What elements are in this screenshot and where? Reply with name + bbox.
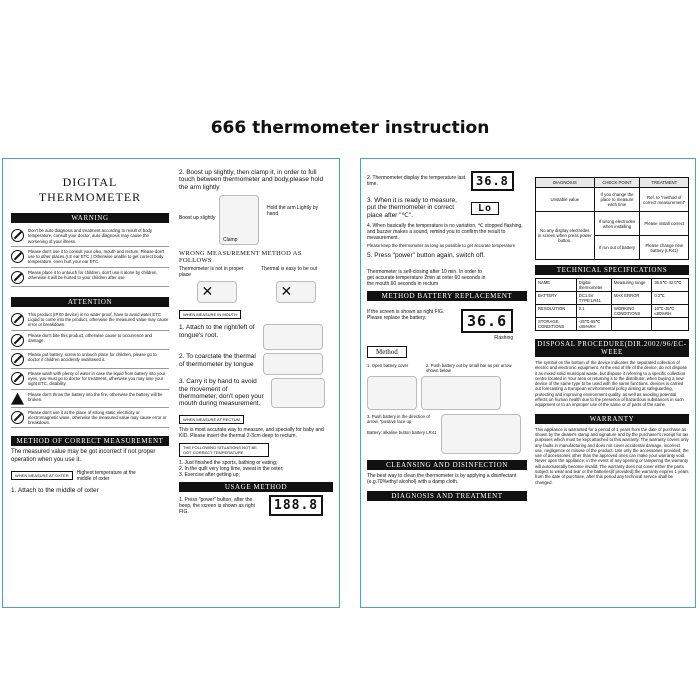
method-bar: METHOD OF CORRECT MEASUREMENT bbox=[11, 436, 169, 446]
warranty-bar: WARRANTY bbox=[535, 414, 689, 424]
fire-warning-icon bbox=[11, 393, 24, 405]
table-header-row bbox=[536, 178, 689, 188]
warning-bar: WARNING bbox=[11, 213, 169, 223]
usage-step: 1. Press "power" button, after the beep, the screen is shown as right FIG. bbox=[179, 496, 255, 515]
disposal-text: The symbol on the bottom of the device indicates the separated collection of electric and electronic equipment. At the end of life of the device, do not dispose it as mixed solid municipal waste, but dispose it referring to a specific collection centre located in Your area or returning it to the distributor, when buying a new device of the same type to be used with the same functions. devices is carried out forecasting a European environmental policy aiming at safeguarding, protecting and improving environment quality, as well as avoiding potential effects on human health due to the presence of hazardous substances in such equipment or to an improper use of the same or of parts of the same. bbox=[535, 360, 687, 408]
battery-bar: METHOD BATTERY REPLACEMENT bbox=[367, 291, 527, 301]
right-manual-page bbox=[360, 158, 696, 608]
attention-item: This product (IPX0 device) is no water proof, have to avoid water ETC Liquid to come into the product, otherwise the measured value may cause error or breakdown. bbox=[11, 310, 169, 331]
attention-bar: ATTENTION bbox=[11, 297, 169, 307]
battery-method-step: 2. Push battery out by small bar as per arrow shown below bbox=[426, 362, 512, 374]
spec-label: RESOLUTION bbox=[536, 305, 577, 318]
spec-label: WORKING CONDITIONS bbox=[612, 305, 652, 318]
right-column-2 bbox=[535, 165, 689, 485]
step-4: 4. When basically the temperature is no variation, ℃ stopped flashing, and buzzer makes a sound, remind you to confirm the result to measurement. bbox=[367, 223, 523, 242]
keep-note: Please keep the thermometer as long as possible to get accurate temperature bbox=[367, 243, 516, 249]
mouth-step: 3. Carry it by hand to avoid the movement of thermometer, don't open your mouth during measurement. bbox=[179, 378, 264, 408]
left-manual-page bbox=[2, 158, 340, 608]
boost-label: Boost up slightly bbox=[179, 215, 216, 222]
flashing-label: Flashing bbox=[494, 334, 514, 341]
prohibited-icon bbox=[11, 372, 24, 385]
diagnosis-table bbox=[535, 177, 689, 260]
spec-table bbox=[535, 278, 689, 331]
table-cell: Unstable value bbox=[536, 188, 595, 212]
right-column-1 bbox=[367, 165, 527, 504]
oxter-step-2: 2. Boost up slightly, then clamp it, in order to full touch between thermometer and body,please hold the arm lightly bbox=[179, 169, 324, 191]
wrong-left-label: Thermometer is not in proper place bbox=[179, 266, 244, 279]
situation-item: 3. Exercise after getting up; bbox=[179, 472, 240, 479]
mouth-sketch bbox=[271, 378, 325, 408]
table-cell: If wrong electrodes when installing bbox=[594, 212, 640, 236]
battery-method-step: Battery: alkaline button battery LR41 bbox=[367, 430, 437, 436]
spec-value: DC1.5V TYPE:LR41 bbox=[576, 292, 611, 305]
battery-method-step: 1. Open battery cover bbox=[367, 362, 409, 368]
battery-push-sketch bbox=[421, 376, 501, 410]
usage-bar: USAGE METHOD bbox=[179, 482, 333, 492]
table-cell: If you change the place to measure each time bbox=[594, 188, 640, 212]
usage-display: 188.8 bbox=[269, 495, 323, 516]
manual-heading: DIGITAL THERMOMETER bbox=[38, 175, 142, 204]
prohibited-icon bbox=[11, 229, 24, 242]
oxter-note: Highest temperature at the middle of oxter bbox=[76, 469, 136, 482]
spec-value: -25℃-55℃ ≤85%RH bbox=[576, 318, 611, 331]
attention-item: Please don't bite this product, otherwise cause to occurrence and damage. bbox=[11, 331, 169, 350]
spec-value: 0.2℃ bbox=[652, 292, 689, 305]
battery-display: 36.6 bbox=[461, 309, 513, 333]
spec-value: Digital thermometer bbox=[576, 279, 611, 292]
table-header: CHECK POINT bbox=[594, 178, 640, 188]
battery-method-step: 3. Push battery in the direction of arrow, "positive face up bbox=[367, 413, 430, 424]
mouth-sketch bbox=[263, 324, 323, 350]
clamp-label: Clamp bbox=[223, 237, 238, 244]
table-row bbox=[536, 279, 689, 292]
prohibited-icon bbox=[11, 313, 24, 326]
cleansing-bar: CLEANSING AND DISINFECTION bbox=[367, 460, 527, 470]
table-row bbox=[536, 318, 689, 331]
page-title: 666 thermometer instruction bbox=[210, 118, 490, 138]
table-cell: No any display electrodes in screen when press power button. bbox=[536, 212, 595, 260]
cleansing-text: The best way to clean the thermometer is by applying a disinfectant (e.g.70%ethyl alcohol) with a damp cloth. bbox=[367, 472, 517, 485]
rectum-text: This is most accurate way to measure, and specially for baby and KID. Please insert the thermal 2-3cm deep to rectum. bbox=[179, 427, 324, 440]
mouth-tag: WHEN MEASURE IN MOUTH bbox=[179, 310, 241, 319]
hold-label: Hold the arm Lightly by hand bbox=[267, 205, 319, 218]
method-intro: The measured value may be got incorrect if not proper operation when you use it. bbox=[11, 449, 156, 463]
table-cell: If run out of battery bbox=[594, 236, 640, 260]
attention-item: Please don't use it at the place of strong static electricity or electromagnetic wave, otherwise the measured value may cause error or breakdown. bbox=[11, 408, 169, 429]
situation-item: 2. In the quilt very long time, sweat in the oxter; bbox=[179, 466, 284, 473]
diagnosis-bar: DIAGNOSIS AND TREATMENT bbox=[367, 491, 527, 501]
mouth-step: 1. Attach to the right/left of tongue's root. bbox=[179, 324, 255, 339]
wrong-right-label: Thermal is easy to be out bbox=[261, 266, 318, 273]
situation-item: 1. Just finished the sports, bathing or eating; bbox=[179, 460, 278, 467]
table-row bbox=[536, 292, 689, 305]
prohibited-icon bbox=[11, 271, 24, 284]
warning-item: Please place it to untouch for children, don't use it alone by children, otherwise it will be hurted to your children after use. bbox=[11, 268, 169, 287]
table-row bbox=[536, 212, 689, 236]
step-5: 5. Press "power" button again, switch off. bbox=[367, 251, 485, 259]
attention-item: Please don't throw the battery into the fire, otherwise the battery will be broken. bbox=[11, 390, 169, 408]
cross-icon: ✕ bbox=[201, 283, 214, 300]
step-3-display: Lo bbox=[471, 202, 499, 215]
disposal-bar: DISPOSAL PROCEDURE(DIR.2002/96/EC-WEEE bbox=[535, 339, 689, 357]
left-column-2 bbox=[179, 165, 333, 516]
table-header: DIAGNOSIS bbox=[536, 178, 595, 188]
warranty-text: This appliance is warranted for a period of 1 years from the date of purchase as shown by the dealer's stamp and signature and by the purchaser's receipt for tax purposes which must be kept attached to this warranty. The warranty covers only any faults in manufacturing and does not cover accidental damage, incorrect use, negligence or misuse of the product. Use only the accessories provided; the use of accessories other than the approved ones can make your warranty void. Never open the appliance; in the event of any opening or tampering the warranty will automatically become invalid. The warranty does not cover either the parts subject to wear and tear or the batteries(if provided);the warranty expires 1 years from the date of purchase, after this period any technical service shall be changed. bbox=[535, 426, 689, 485]
battery-insert-sketch bbox=[441, 414, 521, 454]
prohibited-icon bbox=[11, 353, 24, 366]
table-cell: Please install correct bbox=[640, 212, 689, 236]
step-3: 3. When it is ready to measure, put the thermometer in correct place after "℃". bbox=[367, 197, 457, 219]
warning-item: Please don't use it to consult your olex, mouth and rectum. Please don't use to other places.(I.E ear ETC.) Otherwise unable to get correct body temperature, even hurt your ear ETC. bbox=[11, 247, 169, 268]
prohibited-icon bbox=[11, 334, 24, 347]
situations-tag: THE FOLLOWING SITUATIONS NOT BE GOT CORRECT TEMPERATURE bbox=[179, 443, 269, 457]
battery-cover-sketch bbox=[367, 376, 417, 410]
mouth-sketch bbox=[263, 353, 323, 375]
prohibited-icon bbox=[11, 411, 24, 424]
method-box: Method bbox=[367, 346, 407, 358]
spec-label: Measuring range bbox=[612, 279, 652, 292]
left-column-1 bbox=[11, 165, 169, 494]
spec-label: NAME bbox=[536, 279, 577, 292]
battery-text: If the screen is shown as right FIG. Please replace the battery. bbox=[367, 308, 445, 321]
spec-value: 35.5℃-42.0℃ bbox=[652, 279, 689, 292]
rectum-tag: WHEN MEASURE AT RECTUM bbox=[179, 415, 244, 424]
attention-item: Please put battery, screw to unlouch place for children, please go to doctor if children accidently swallowed it. bbox=[11, 350, 169, 369]
spec-bar: TECHNICAL SPECIFICATIONS bbox=[535, 265, 689, 275]
spec-value: 10℃-35℃ ≤80%RH bbox=[652, 305, 689, 318]
oxter-tag: WHEN MEASURE AT OXTER bbox=[11, 471, 73, 480]
wrong-sketch-left bbox=[197, 281, 237, 303]
mouth-step: 2. To coarctate the thermal of thermometer by tongue bbox=[179, 353, 256, 368]
spec-label: BATTERY bbox=[536, 292, 577, 305]
table-cell: Please change new battery (LR41) bbox=[640, 236, 689, 260]
prohibited-icon bbox=[11, 250, 24, 263]
spec-value: 0.1 bbox=[576, 305, 611, 318]
table-cell: Ref. to "method of correct measurement" bbox=[640, 188, 689, 212]
arm-illustration bbox=[179, 195, 333, 247]
oxter-step: 1. Attach to the middle of oxter bbox=[11, 486, 99, 494]
attention-item: Please wash with plenty of water in case the liquid from battery into your eyes, you must go to doctor for treatment, otherwise you may lose your sight ETC. disability. bbox=[11, 369, 169, 390]
table-row bbox=[536, 188, 689, 212]
spec-label: STORAGE CONDITIONS bbox=[536, 318, 577, 331]
wrong-sketch-right bbox=[276, 281, 316, 303]
table-header: TREATMENT bbox=[640, 178, 689, 188]
warning-item: Don't be auto diagnosis and treatment according to result of body temperature, consult your doctor, auto diagnosis may cause the worsening of your illness. bbox=[11, 226, 169, 247]
wrong-method-heading: WRONG MEASUREMENT METHOD AS FOLLOWS bbox=[179, 250, 302, 265]
self-close-note: Thermometer is self-closing after 10 min. In order to get accurate temperature 2min at oxter 60 seconds in the mouth 60 seconds in rectum bbox=[367, 268, 486, 287]
spec-label: MAX ERROR bbox=[612, 292, 652, 305]
cross-icon: ✕ bbox=[280, 283, 293, 300]
step-2-display: 36.8 bbox=[471, 171, 514, 191]
table-row bbox=[536, 305, 689, 318]
step-2: 2. Thermometer display the temperature last time. bbox=[367, 175, 466, 187]
